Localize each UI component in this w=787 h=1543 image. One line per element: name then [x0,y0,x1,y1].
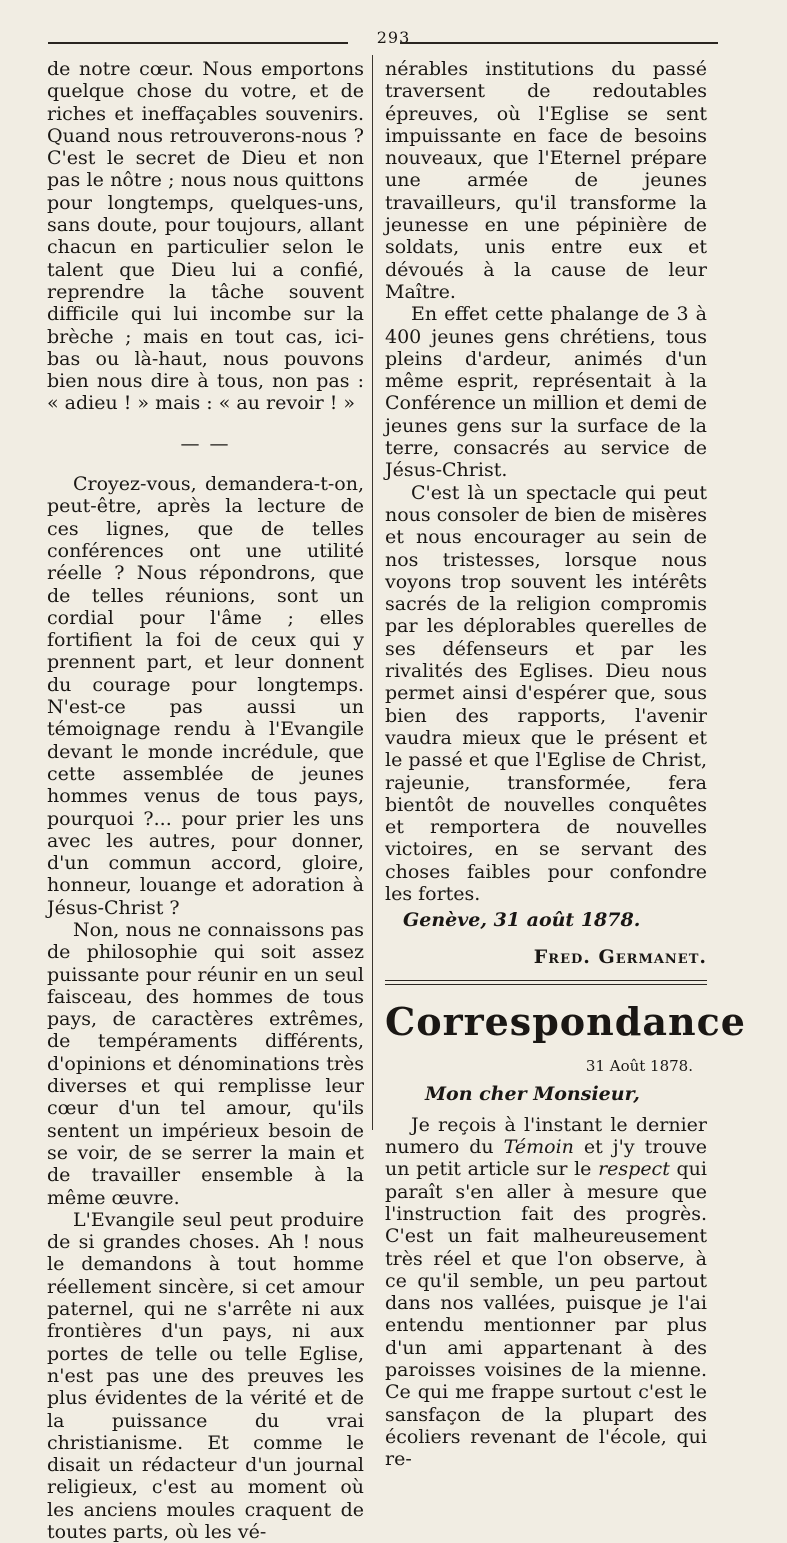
letter-text-start: Je reçois à l'instant le dernier numero du [385,1113,707,1159]
article-signature: Fred. Germanet. [533,945,707,968]
left-paragraph-1: de notre cœur. Nous emportons quelque chose du votre, et de riches et ineffaçables souvenirs. Quand nous retrouverons-nous ? C'est le secret de Dieu et non pas le nôtre ; nous nous quittons pour longtemps, quelques-uns, sans doute, pour toujours, allant chacun en particulier selon le talent que Dieu lui a confié, reprendre la tâche souvent difficile qui lui incombe sur la brèche ; mais en tout cas, ici-bas ou là-haut, nous pouvons bien nous dire à tous, non pas : « adieu ! » mais : « au revoir ! » [47,58,364,415]
left-column [47,58,364,1543]
header-rule-right [400,42,718,44]
section-double-rule [385,980,707,985]
letter-text-end: qui paraît s'en aller à mesure que l'instruction fait des progrès. C'est un fait malheureusement très réel et que l'on observe, à ce qu'il semble, un peu partout dans nos vallées, puisque je l'ai entendu mentionner par plus d'un ami appartenant à des paroisses voisines de la mienne. Ce qui me frappe surtout c'est le sansfaçon de la plupart des écoliers revenant de l'école, qui re- [385,1158,707,1471]
left-paragraph-2: Croyez-vous, demandera-t-on, peut-être, après la lecture de ces lignes, que de telles conférences ont une utilité réelle ? Nous répondrons, que de telles réunions, sont un cordial pour l'âme ; elles fortifient la foi de ceux qui y prennent part, et leur donnent du courage pour longtemps. N'est-ce pas aussi un témoignage rendu à l'Evangile devant le monde incrédule, que cette assemblée de jeunes hommes venus de tous pays, pourquoi ?... pour prier les uns avec les autres, pour donner, d'un commun accord, gloire, honneur, louange et adoration à Jésus-Christ ? [47,473,364,919]
letter-date: 31 Août 1878. [585,1057,693,1076]
header-rule-left [48,42,348,44]
letter-paragraph [385,1114,707,1471]
column-divider [372,55,373,1130]
right-column [385,58,746,1471]
article-date: Genève, 31 août 1878. [403,909,641,932]
left-paragraph-4: L'Evangile seul peut produire de si grandes choses. Ah ! nous le demandons à tout homme réellement sincère, si cet amour paternel, qui ne s'arrête ni aux frontières d'un pays, ni aux portes de telle ou telle Eglise, n'est pas une des preuves les plus évidentes de la vérité et de la puissance du vrai christianisme. Et comme le disait un rédacteur d'un journal religieux, c'est au moment où les anciens moules craquent de toutes parts, où les vé- [47,1208,364,1543]
section-heading: Correspondance [385,998,746,1044]
left-paragraph-3: Non, nous ne connaissons pas de philosophie qui soit assez puissante pour réunir en un seul faisceau, des hommes de tous pays, de caractères extrêmes, de tempéraments différents, d'opinions et dénominations très diverses et qui remplisse leur cœur d'un tel amour, qu'ils sentent un impérieux besoin de se voir, de se serrer la main et de travailler ensemble à la même œuvre. [47,918,364,1209]
letter-emphasis-word: respect [598,1158,670,1181]
letter-text-middle: et j'y trouve un petit article sur le [385,1136,708,1181]
page-number: 293 [376,28,411,47]
right-paragraph-1: nérables institutions du passé traversent de redoutables épreuves, où l'Eglise se sent impuissante en face de besoins nouveaux, que l'Eternel prépare une armée de jeunes travailleurs, qu'il transforme la jeunesse en une pépinière de soldats, unis entre eux et dévoués à la cause de leur Maître. [385,58,707,303]
right-paragraph-3: C'est là un spectacle qui peut nous consoler de bien de misères et nous encourager au sein de nos tristesses, lorsque nous voyons trop souvent les intérêts sacrés de la religion compromis par les déplorables querelles de ses défenseurs et par les rivalités des Eglises. Dieu nous permet ainsi d'espérer que, sous bien des rapports, l'avenir vaudra mieux que le présent et le passé et que l'Eglise de Christ, rajeunie, transformée, fera bientôt de nouvelles conquêtes et remportera de nouvelles victoires, en se servant des choses faibles pour confondre les fortes. [385,481,707,905]
right-paragraph-2: En effet cette phalange de 3 à 400 jeunes gens chrétiens, tous pleins d'ardeur, animés d'un même esprit, représentait à la Conférence un million et demi de jeunes gens sur la surface de la terre, consacrés au service de Jésus-Christ. [385,303,707,482]
letter-newspaper-title: Témoin [503,1136,574,1159]
section-separator: — — [180,432,231,455]
letter-salutation: Mon cher Monsieur, [425,1083,640,1106]
